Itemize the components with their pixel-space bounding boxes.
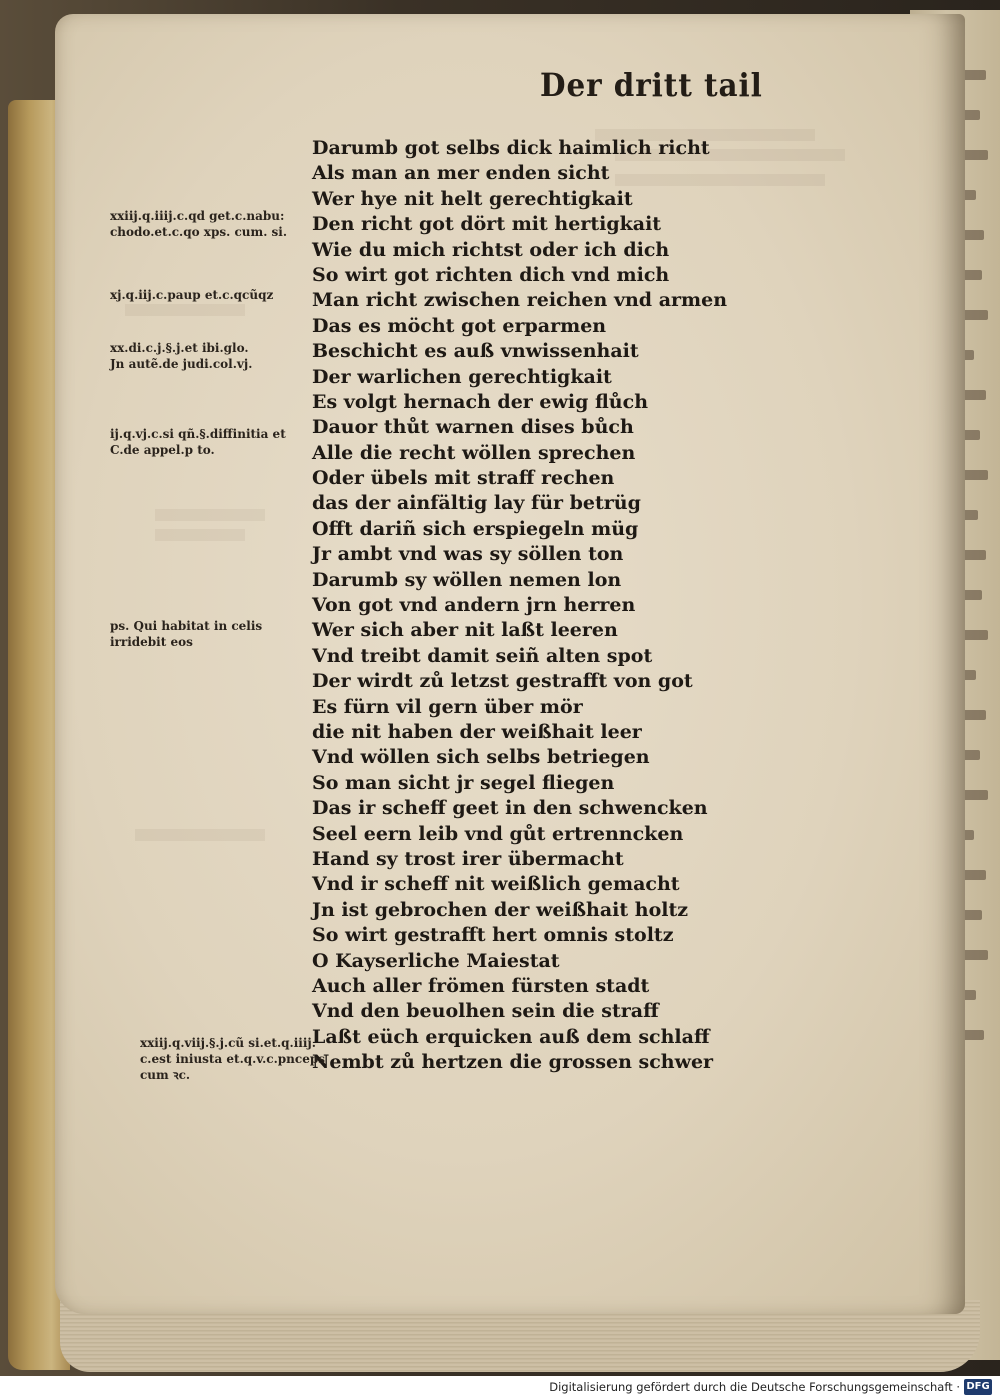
verse-line: Das es möcht got erparmen bbox=[312, 314, 607, 337]
verse-line: Darumb sy wöllen nemen lon bbox=[312, 568, 622, 591]
running-head: Der dritt tail bbox=[540, 66, 763, 104]
verse-line: Es fürn vil gern über mör bbox=[312, 695, 583, 718]
verse-line: Den richt got dört mit hertigkait bbox=[312, 213, 662, 236]
verse-line: Laßt eüch erquicken auß dem schlaff bbox=[312, 1025, 710, 1048]
verse-line: Beschicht es auß vnwissenhait bbox=[312, 340, 639, 363]
verse-line: Als man an mer enden sicht bbox=[312, 162, 610, 185]
verse-line: Offt dariñ sich erspiegeln müg bbox=[312, 517, 639, 540]
gloss-line: xxiij.q.iiij.c.qd get.c.nabu: bbox=[110, 209, 285, 223]
funding-credit: Digitalisierung gefördert durch die Deutsche Forschungsgemeinschaft · bbox=[549, 1380, 960, 1394]
marginal-gloss bbox=[110, 208, 287, 240]
verse-line: Darumb got selbs dick haimlich richt bbox=[312, 137, 710, 159]
gloss-line: cum ꝛc. bbox=[140, 1068, 191, 1082]
verse-line: Jr ambt vnd was sy söllen ton bbox=[312, 543, 624, 566]
dfg-logo: DFG bbox=[964, 1379, 992, 1395]
marginal-gloss bbox=[110, 287, 273, 303]
verse-line: Seel eern leib vnd gůt ertrenncken bbox=[312, 822, 684, 845]
verse-line: So wirt gestrafft hert omnis stoltz bbox=[312, 924, 674, 947]
verse-line: O Kayserliche Maiestat bbox=[312, 949, 560, 972]
verse-line: Der wirdt zů letzst gestrafft von got bbox=[312, 670, 693, 693]
verse-line: Vnd wöllen sich selbs betriegen bbox=[312, 746, 650, 769]
verse-line: Wie du mich richtst oder ich dich bbox=[312, 238, 670, 261]
verse-line: das der ainfältig lay für betrüg bbox=[312, 492, 641, 515]
verse-line: Hand sy trost irer übermacht bbox=[312, 847, 624, 870]
gloss-line: xxiij.q.viij.§.j.cũ si.et.q.iiij. bbox=[140, 1036, 316, 1050]
gloss-line: xx.di.c.j.§.j.et ibi.glo. bbox=[110, 341, 249, 355]
verse-line: Es volgt hernach der ewig flůch bbox=[312, 390, 649, 413]
marginal-gloss bbox=[110, 426, 286, 458]
verse-line: Vnd ir scheff nit weißlich gemacht bbox=[312, 873, 680, 896]
verse-line: So wirt got richten dich vnd mich bbox=[312, 263, 670, 286]
verse-line: Wer sich aber nit laßt leeren bbox=[312, 619, 618, 642]
gloss-line: ij.q.vj.c.si qñ.§.diffinitia et bbox=[110, 427, 286, 441]
verse-line: Vnd treibt damit seiñ alten spot bbox=[312, 644, 653, 667]
gloss-line: xj.q.iij.c.paup et.c.qcũqz bbox=[110, 288, 274, 302]
verse-line: Auch aller frömen fürsten stadt bbox=[312, 974, 650, 997]
gloss-line: chodo.et.c.qo xps. cum. si. bbox=[110, 225, 288, 239]
marginal-gloss bbox=[140, 1035, 325, 1083]
verse-line: Alle die recht wöllen sprechen bbox=[312, 441, 636, 464]
verse-line: Man richt zwischen reichen vnd armen bbox=[312, 289, 728, 312]
gloss-line: C.de appel.p to. bbox=[110, 443, 215, 457]
marginal-gloss bbox=[110, 340, 252, 372]
marginal-gloss bbox=[110, 618, 262, 650]
gloss-line: irridebit eos bbox=[110, 635, 193, 649]
verse-column bbox=[312, 136, 752, 1075]
verse-line: Vnd den beuolhen sein die straff bbox=[312, 1000, 659, 1023]
verse-line: Wer hye nit helt gerechtigkait bbox=[312, 187, 633, 210]
verse-line: Von got vnd andern jrn herren bbox=[312, 594, 636, 617]
gloss-line: ps. Qui habitat in celis bbox=[110, 619, 263, 633]
gloss-line: Jn autẽ.de judi.col.vj. bbox=[110, 357, 253, 371]
verse-line: Der warlichen gerechtigkait bbox=[312, 365, 612, 388]
footer-bar bbox=[0, 1376, 1000, 1399]
verse-line: Nembt zů hertzen die grossen schwer bbox=[312, 1051, 714, 1074]
verse-line: die nit haben der weißhait leer bbox=[312, 720, 642, 743]
verse-line: Oder übels mit straff rechen bbox=[312, 467, 615, 490]
verse-line: Jn ist gebrochen der weißhait holtz bbox=[312, 898, 689, 921]
verse-line: Dauor thůt warnen dises bůch bbox=[312, 416, 634, 439]
verse-line: So man sicht jr segel fliegen bbox=[312, 771, 615, 794]
verse-line: Das ir scheff geet in den schwencken bbox=[312, 797, 708, 820]
gloss-line: c.est iniusta et.q.v.c.pnceps bbox=[140, 1052, 325, 1066]
